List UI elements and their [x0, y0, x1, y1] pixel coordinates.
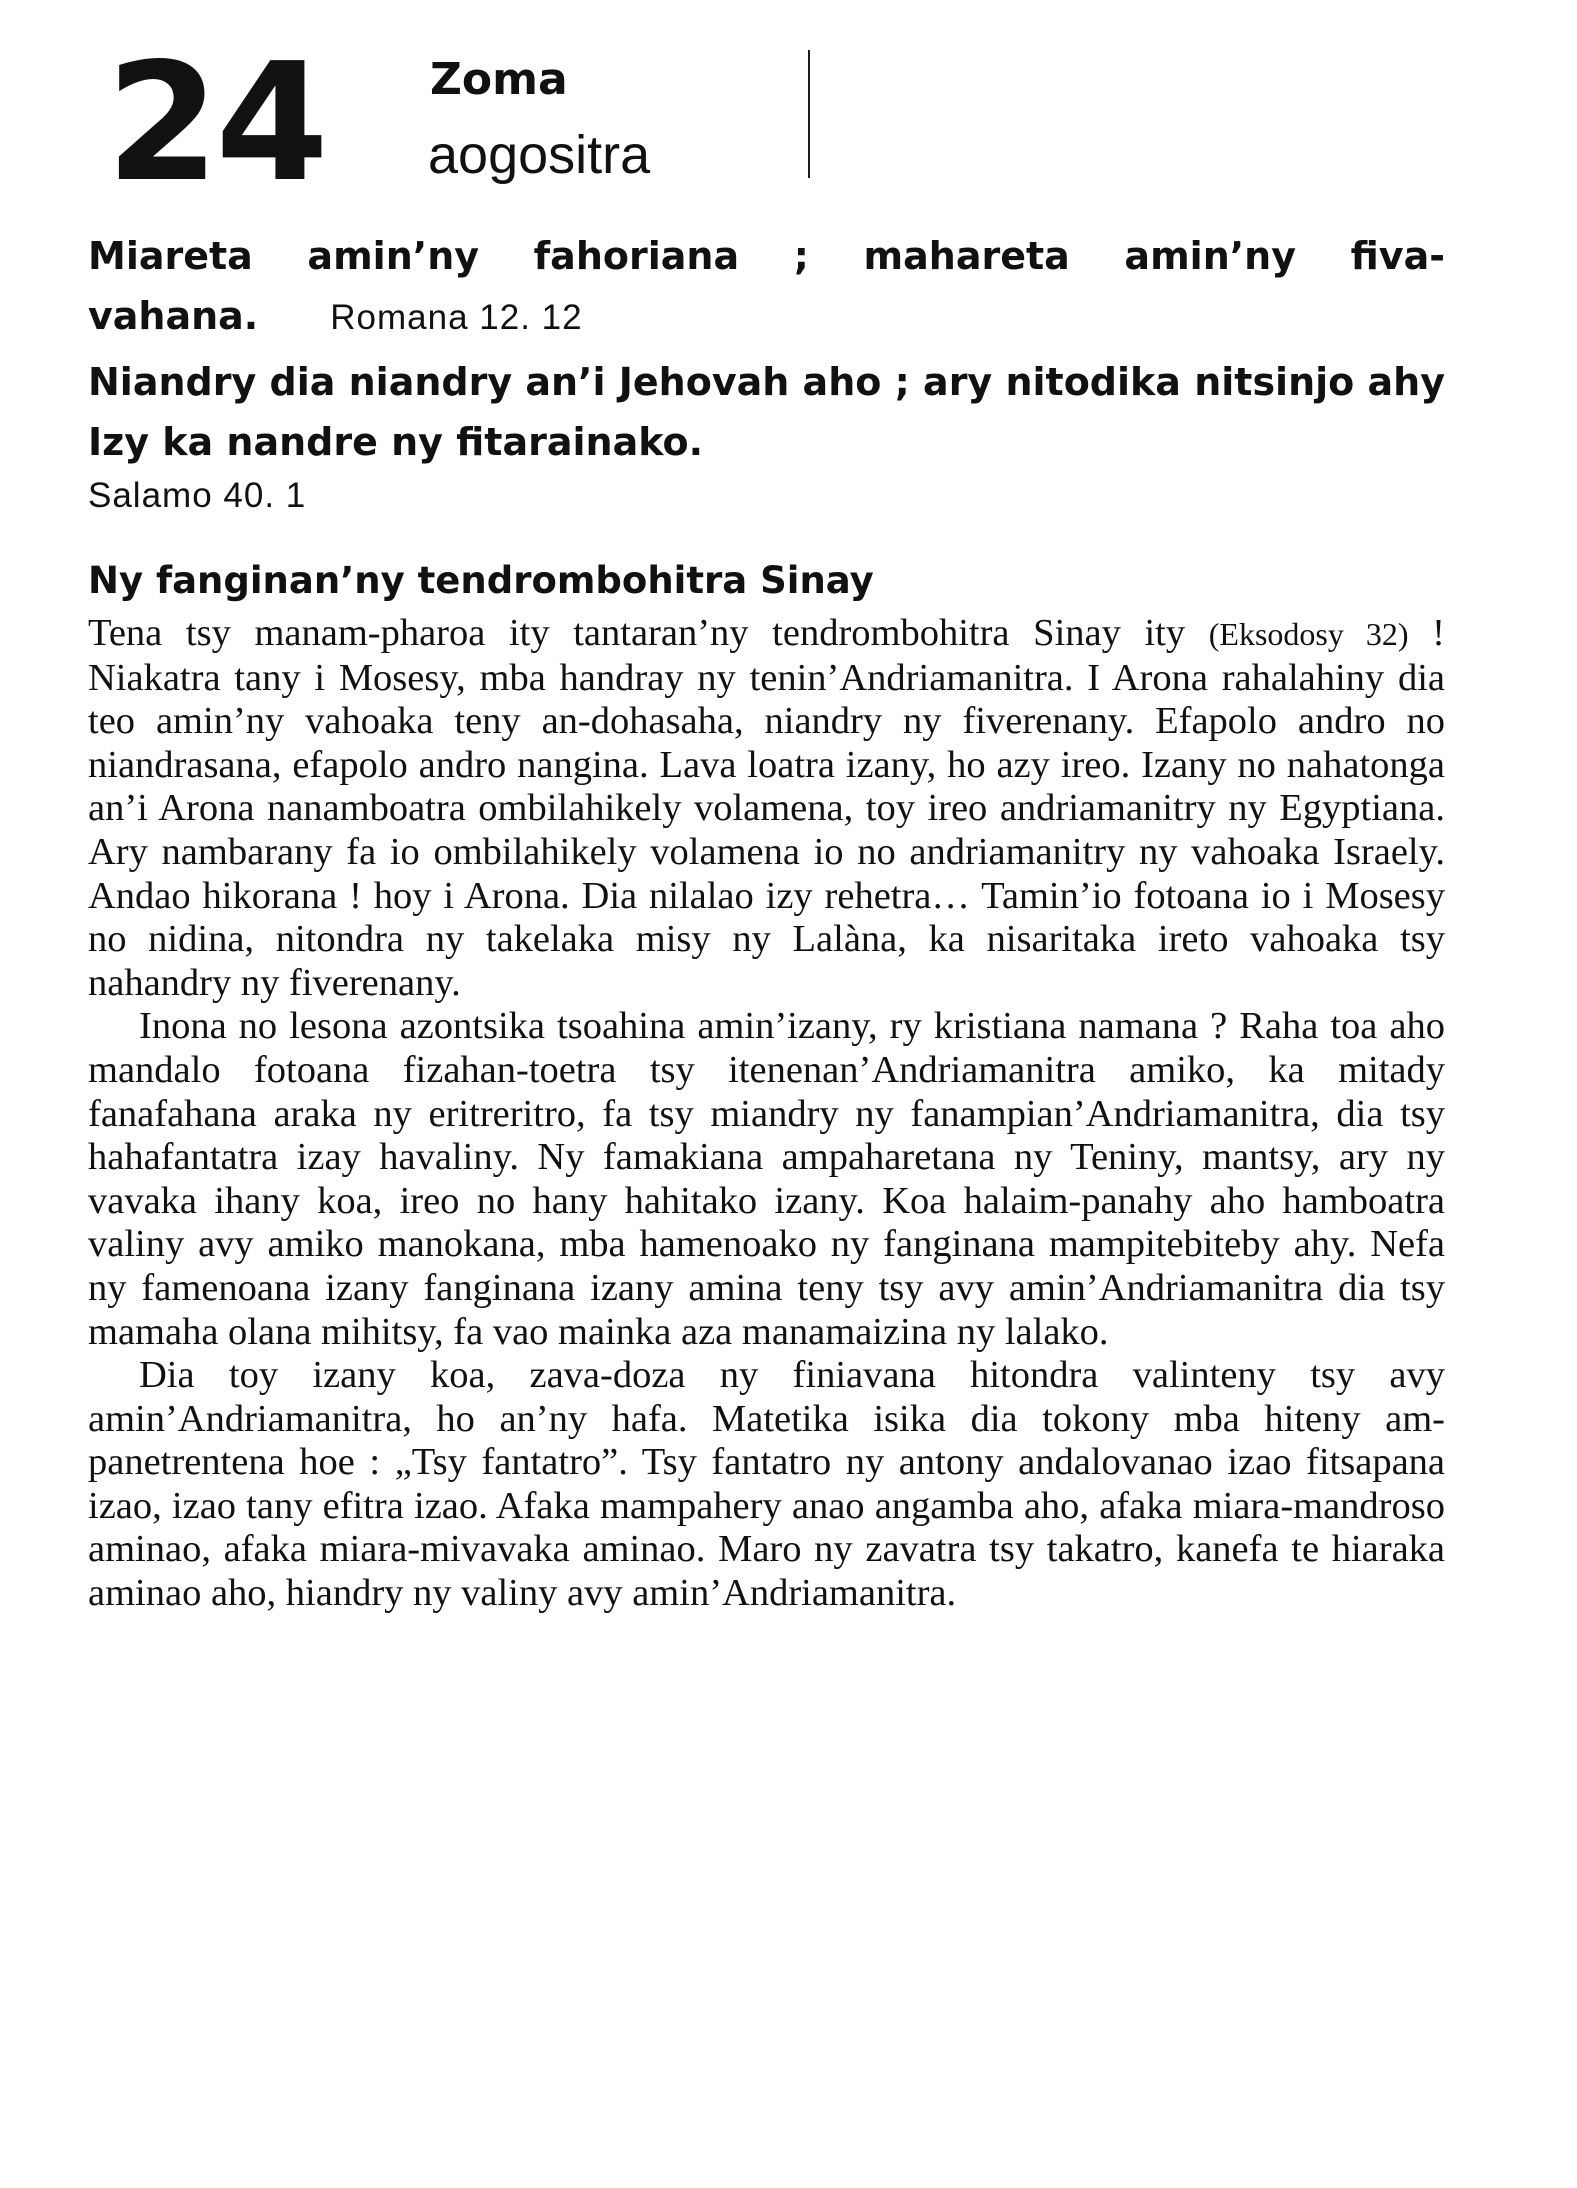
- month: aogositra: [428, 125, 651, 185]
- verse-1-text: Miareta amin’ny fahoriana ; mahareta amin’ny fivavahana.: [88, 234, 1445, 338]
- verse-2: [88, 352, 1445, 472]
- verse-2-text: Niandry dia niandry an’i Jehovah aho ; ary nitodika nitsinjo ahy Izy ka nandre ny fitarainako.: [88, 360, 1445, 464]
- paragraph-3: Dia toy izany koa, zava-doza ny finiavana hitondra valinteny tsy avy amin’Andriamanitra, ho an’ny hafa. Matetika isika dia tokony mba hiteny am-panetrentena hoe : „Tsy fantatro”. Tsy fantatro ny antony andalovanao izao fitsapana izao, izao tany efitra izao. Afaka mampahery anao angamba aho, afaka miara-mandroso aminao, afaka miara-mivavaka aminao. Maro ny zavatra tsy takatro, kanefa te hiaraka aminao aho, hiandry ny valiny avy amin’Andriamanitra.: [88, 1354, 1445, 1615]
- date-header: [0, 0, 1577, 218]
- paragraph-2: Inona no lesona azontsika tsoahina amin’izany, ry kristiana namana ? Raha toa aho mandalo fotoana fizahan-toetra tsy itenenan’Andriamanitra amiko, ka mitady fanafahana araka ny eritreritro, fa tsy miandry ny fanampian’Andriamanitra, dia tsy hahafantatra izay havaliny. Ny famakiana ampaharetana ny Teniny, mantsy, ary ny vavaka ihany koa, ireo no hany hahitako izany. Koa halaim-panahy aho hamboatra valiny avy amiko manokana, mba hamenoako ny fanginana mampitebiteby ahy. Nefa ny famenoana izany fanginana izany amina teny tsy avy amin’Andriamanitra dia tsy mamaha olana mihitsy, fa vao mainka aza manamaizina ny lalako.: [88, 1005, 1445, 1353]
- source-reference: (Eksodosy 32): [1208, 616, 1409, 652]
- paragraph-1: [88, 612, 1445, 1005]
- header-divider: [808, 50, 810, 178]
- verse-1: [88, 226, 1445, 348]
- day-number: 24: [106, 29, 325, 218]
- paragraph-1-rest: ! Niakatra tany i Mosesy, mba handray ny tenin’Andriamanitra. I Arona rahalahiny dia teo amin’ny vahoaka teny an-dohasaha, niandry ny fiverenany. Efapolo andro no niandrasana, efapolo andro nangina. Lava loatra izany, ho azy ireo. Izany no nahatonga an’i Arona nanamboatra ombilahikely volamena, toy ireo andriamanitry ny Egyptiana. Ary nambarany fa io ombilahikely volamena io no andriamanitry ny vahoaka Israely. Andao hikorana ! hoy i Arona. Dia nilalao izy rehetra… Tamin’io fotoana io i Mosesy no nidina, nitondra ny takelaka misy ny Lalàna, ka nisaritaka ireto vahoaka tsy nahandry ny fiverenany.: [88, 612, 1445, 1004]
- verse-2-reference: Salamo 40. 1: [88, 476, 307, 515]
- paragraph-1-start: Tena tsy manam-pharoa ity tantaran’ny tendrombohitra Sinay ity: [88, 612, 1209, 654]
- verse-1-reference: Romana 12. 12: [330, 298, 583, 337]
- article-title: Ny fanginan’ny tendrombohitra Sinay: [88, 559, 874, 602]
- article-body: [88, 612, 1445, 1616]
- weekday: Zoma: [430, 54, 568, 105]
